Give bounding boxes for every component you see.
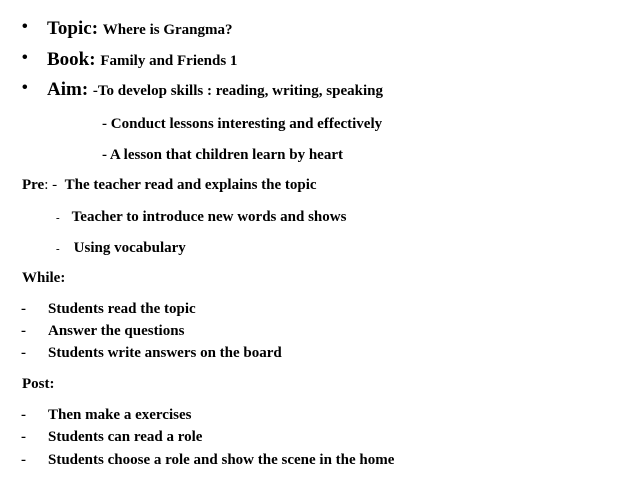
dash-icon: - <box>21 345 26 361</box>
while-item-text: Students write answers on the board <box>48 345 282 361</box>
post-item-text: Then make a exercises <box>48 407 192 423</box>
aim-label <box>47 79 383 101</box>
pre-line-2 <box>56 208 346 226</box>
pre-line-1 <box>22 177 317 194</box>
while-item-text: Students read the topic <box>48 301 196 317</box>
post-item-text: Students choose a role and show the scene in the home <box>48 452 395 468</box>
pre-text-3: Using vocabulary <box>73 240 186 256</box>
post-heading: Post: <box>22 376 55 392</box>
while-item-text: Answer the questions <box>48 323 185 339</box>
aim-sub-1: - Conduct lessons interesting and effectively <box>102 116 383 132</box>
dash-icon: - <box>56 212 60 224</box>
bullet-icon: • <box>22 18 28 35</box>
aim-key: Aim: <box>47 79 89 100</box>
topic-key: Topic: <box>47 18 99 39</box>
pre-heading: Pre <box>22 177 45 193</box>
pre-line-3 <box>56 239 186 257</box>
topic-value: Where is Grangma? <box>102 22 233 38</box>
while-heading: While: <box>22 270 66 286</box>
pre-text-1: The teacher read and explains the topic <box>64 177 317 193</box>
book-label <box>47 49 237 71</box>
dash-icon: - <box>56 243 60 255</box>
dash-icon: - <box>21 301 26 317</box>
pre-separator: : - <box>44 177 58 193</box>
aim-sub-2: - A lesson that children learn by heart <box>102 147 343 163</box>
dash-icon: - <box>21 407 26 423</box>
dash-icon: - <box>21 323 26 339</box>
post-item-text: Students can read a role <box>48 429 203 445</box>
dash-icon: - <box>21 452 26 468</box>
book-key: Book: <box>47 49 96 70</box>
topic-label <box>47 18 233 40</box>
aim-value: -To develop skills : reading, writing, speaking <box>92 83 383 99</box>
bullet-icon: • <box>22 79 28 96</box>
book-value: Family and Friends 1 <box>100 53 238 69</box>
bullet-icon: • <box>22 49 28 66</box>
pre-text-2: Teacher to introduce new words and shows <box>71 209 347 225</box>
dash-icon: - <box>21 429 26 445</box>
